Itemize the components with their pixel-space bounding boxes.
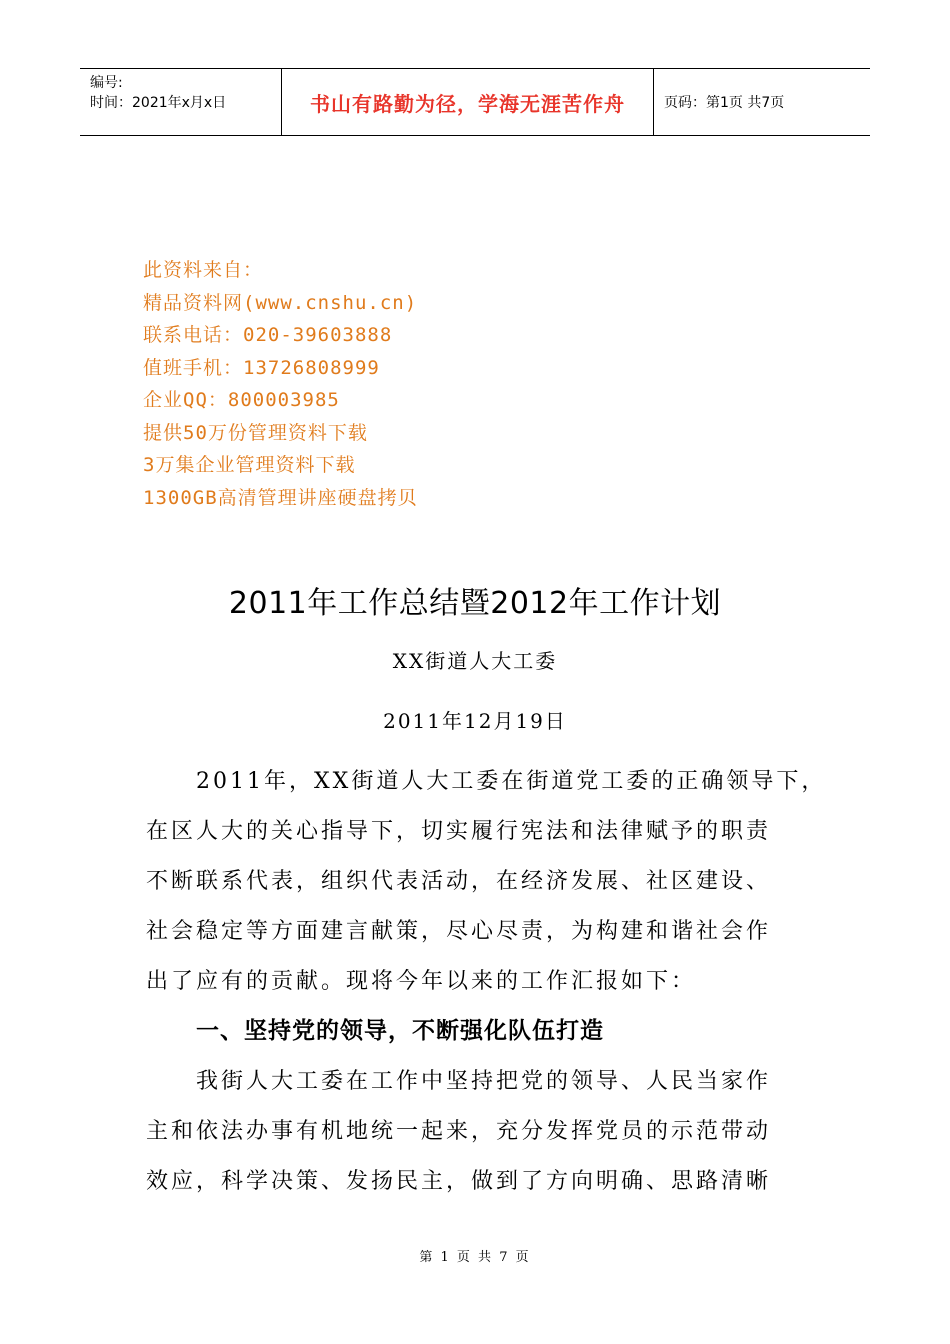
source-line: 值班手机：13726808999 xyxy=(143,356,380,379)
source-line: 联系电话：020-39603888 xyxy=(143,324,393,346)
paragraph-line: 效应，科学决策、发扬民主，做到了方向明确、思路清晰 xyxy=(146,1169,772,1194)
document-organization: XX街道人大工委 xyxy=(392,649,558,673)
header-motto: 书山有路勤为径，学海无涯苦作舟 xyxy=(310,91,625,116)
source-line: 精品资料网(www.cnshu.cn) xyxy=(143,291,418,314)
header-page-code: 页码：第1页 共7页 xyxy=(664,95,785,111)
header-motto-cell xyxy=(282,69,654,135)
page-header xyxy=(80,68,870,136)
paragraph-section-1 xyxy=(146,1057,836,1207)
source-line: 提供50万份管理资料下载 xyxy=(143,421,368,444)
header-meta-cell xyxy=(80,69,282,135)
paragraph-line: 在区人大的关心指导下，切实履行宪法和法律赋予的职责 xyxy=(146,819,772,844)
source-line: 此资料来自： xyxy=(143,259,264,281)
page-footer: 第 1 页 共 7 页 xyxy=(419,1250,531,1265)
document-date: 2011年12月19日 xyxy=(383,709,567,733)
paragraph-intro xyxy=(146,757,836,1007)
source-line: 1300GB高清管理讲座硬盘拷贝 xyxy=(143,486,418,509)
section-heading-1: 一、坚持党的领导，不断强化队伍打造 xyxy=(196,1018,604,1044)
source-line: 企业QQ：800003985 xyxy=(143,389,340,411)
document-number-label: 编号: xyxy=(90,75,123,91)
source-info-block xyxy=(143,254,418,514)
header-page-cell xyxy=(654,69,870,135)
document-time-label: 时间：2021年x月x日 xyxy=(90,95,227,111)
paragraph-line: 出了应有的贡献。现将今年以来的工作汇报如下： xyxy=(146,969,697,994)
paragraph-line: 我街人大工委在工作中坚持把党的领导、人民当家作 xyxy=(196,1069,772,1094)
paragraph-line: 2011年，XX街道人大工委在街道党工委的正确领导下， xyxy=(196,769,827,794)
document-title: 2011年工作总结暨2012年工作计划 xyxy=(228,586,722,621)
paragraph-line: 主和依法办事有机地统一起来，充分发挥党员的示范带动 xyxy=(146,1119,772,1144)
paragraph-line: 社会稳定等方面建言献策，尽心尽责，为构建和谐社会作 xyxy=(146,919,772,944)
source-line: 3万集企业管理资料下载 xyxy=(143,454,356,476)
paragraph-line: 不断联系代表，组织代表活动，在经济发展、社区建设、 xyxy=(146,869,772,894)
